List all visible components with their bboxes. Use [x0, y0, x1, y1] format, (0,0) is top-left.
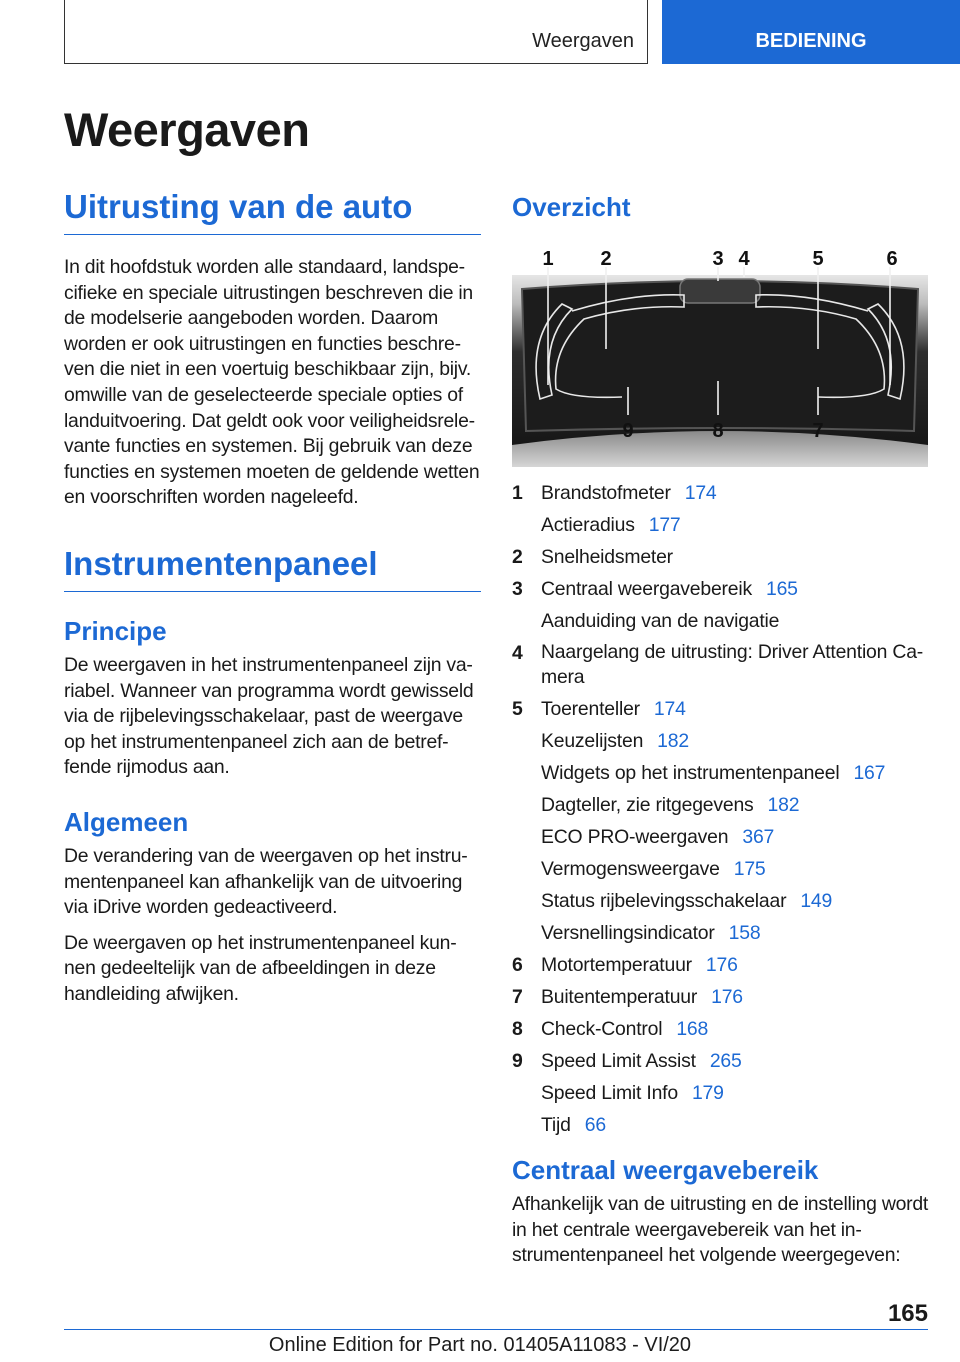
paragraph-principle: De weergaven in het instrumentenpaneel zijn variabel. Wanneer van programma wordt gewisseld via de rijbelevingsschakelaar, past de weergave op het instrumentenpaneel zich aan de betreffende rijmodus aan. [64, 653, 474, 779]
legend-number [512, 509, 541, 541]
page-number: 165 [887, 1300, 928, 1327]
legend-item [512, 885, 928, 917]
legend-item [512, 949, 928, 981]
legend-label: Toerenteller [541, 698, 640, 720]
legend-number: 3 [512, 578, 523, 600]
legend-label: Brandstofmeter [541, 482, 671, 504]
legend-text [541, 885, 928, 917]
page-reference-link[interactable]: 175 [733, 858, 766, 880]
legend-text [541, 981, 928, 1013]
heading-overview: Overzicht [512, 192, 631, 222]
legend-number: 6 [512, 954, 523, 976]
legend-text [541, 949, 928, 981]
heading-instrument-panel: Instrumentenpaneel [64, 545, 481, 592]
legend-text [541, 757, 928, 789]
figure-label-6: 6 [886, 249, 898, 270]
legend-item [512, 789, 928, 821]
paragraph-equipment: In dit hoofdstuk worden alle standaard, landspecifieke en speciale uitrustingen beschreven die in de modelserie aangeboden worden. Daarom worden er ook uitrustingen en functies beschreven die niet in een voertuig beschikbaar zijn, bijv. omwille van de geselecteerde speciale opties of landuitvoering. Dat geldt ook voor veiligheidsrelevante functies en systemen. Bij gebruik van deze functies en systemen moeten de geldende wetten en voorschriften worden nageleefd. [64, 256, 480, 509]
header-chapter-tab[interactable]: BEDIENING [662, 0, 960, 64]
page-reference-link[interactable]: 176 [711, 986, 743, 1008]
legend-number [512, 821, 541, 853]
figure-label-5: 5 [812, 249, 824, 270]
page-reference-link[interactable]: 158 [728, 922, 761, 944]
legend-label: ECO PRO-weergaven [541, 826, 729, 848]
legend-item [512, 605, 928, 637]
legend-item [512, 917, 928, 949]
legend-text [541, 1045, 928, 1077]
legend-text [541, 541, 928, 573]
legend-text [541, 1013, 928, 1045]
legend-text [541, 637, 928, 693]
legend-label: Aanduiding van de navigatie [541, 610, 780, 632]
page-reference-link[interactable]: 367 [742, 826, 775, 848]
legend-number: 8 [512, 1018, 523, 1040]
page-title: Weergaven [64, 103, 310, 156]
legend-item [512, 821, 928, 853]
legend-label: Motortemperatuur [541, 954, 692, 976]
paragraph-general-1: De verandering van de weergaven op het instrumentenpaneel kan afhankelijk van de uitvoering via iDrive worden gedeactiveerd. [64, 844, 468, 919]
legend-label: Buitentemperatuur [541, 986, 698, 1008]
legend-text [541, 573, 928, 605]
legend-label: Versnellingsindicator [541, 922, 715, 944]
legend-text [541, 605, 928, 637]
paragraph-central-display: Afhankelijk van de uitrusting en de instelling wordt in het centrale weergavebereik van het instrumentenpaneel het volgende weergegeven: [512, 1193, 928, 1267]
heading-equipment: Uitrusting van de auto [64, 188, 481, 235]
figure-label-8: 8 [712, 420, 724, 442]
legend-number: 7 [512, 986, 523, 1008]
legend-item [512, 541, 928, 573]
heading-central-display: Centraal weergavebereik [512, 1155, 819, 1185]
legend-label: Snelheidsmeter [541, 546, 673, 568]
legend-item [512, 981, 928, 1013]
page-reference-link[interactable]: 265 [709, 1050, 742, 1072]
legend-text [541, 1109, 928, 1141]
figure-label-3: 3 [712, 249, 724, 270]
page-reference-link[interactable]: 179 [691, 1082, 724, 1104]
page-reference-link[interactable]: 149 [800, 890, 833, 912]
page-reference-link[interactable]: 182 [767, 794, 800, 816]
heading-general: Algemeen [64, 806, 189, 837]
legend-item [512, 1045, 928, 1077]
legend-number [512, 725, 541, 757]
legend-number [512, 885, 541, 917]
legend-text [541, 693, 928, 725]
page-reference-link[interactable]: 174 [653, 698, 686, 720]
legend-label: Speed Limit Assist [541, 1050, 696, 1072]
legend-text [541, 509, 928, 541]
legend-label: Check-Control [541, 1018, 663, 1040]
legend-label: Speed Limit Info [541, 1082, 678, 1104]
legend-number [512, 853, 541, 885]
legend-item [512, 1077, 928, 1109]
legend-number: 9 [512, 1050, 523, 1072]
legend-text [541, 789, 928, 821]
camera-housing [680, 279, 760, 303]
legend-label: Actieradius [541, 514, 635, 536]
page-reference-link[interactable]: 174 [684, 482, 717, 504]
legend-item [512, 1109, 928, 1141]
legend-number [512, 917, 541, 949]
figure-label-4: 4 [738, 249, 750, 270]
page-reference-link[interactable]: 168 [676, 1018, 709, 1040]
legend-number: 4 [512, 642, 523, 664]
legend-item [512, 477, 928, 509]
right-column [512, 188, 928, 1269]
legend-number: 1 [512, 482, 523, 504]
legend-item [512, 573, 928, 605]
page-reference-link[interactable]: 177 [648, 514, 681, 536]
legend-text [541, 821, 928, 853]
page-reference-link[interactable]: 176 [705, 954, 738, 976]
page-reference-link[interactable]: 182 [657, 730, 689, 752]
header-section-title: Weergaven [532, 30, 634, 52]
legend-number [512, 605, 541, 637]
legend-text [541, 477, 928, 509]
legend-number [512, 789, 541, 821]
legend-text [541, 853, 928, 885]
figure-label-9: 9 [622, 420, 634, 442]
figure-label-1: 1 [542, 249, 554, 270]
legend-text [541, 917, 928, 949]
legend-item [512, 637, 928, 693]
legend-number: 5 [512, 698, 523, 720]
legend-label: Tijd [541, 1114, 571, 1136]
legend-item [512, 757, 928, 789]
legend-item [512, 693, 928, 725]
page-reference-link[interactable]: 66 [584, 1114, 606, 1136]
legend-item [512, 509, 928, 541]
left-column [64, 188, 481, 1007]
legend-item [512, 853, 928, 885]
legend-label: Keuzelijsten [541, 730, 644, 752]
footer-edition: Online Edition for Part no. 01405A11083 - VI/20 [268, 1334, 692, 1356]
legend-number [512, 757, 541, 789]
legend-label: Dagteller, zie ritgegevens [541, 794, 754, 816]
heading-principle: Principe [64, 615, 167, 646]
legend-label: Vermogensweergave [541, 858, 720, 880]
legend-text [541, 1077, 928, 1109]
page-reference-link[interactable]: 167 [853, 762, 886, 784]
instrument-panel-figure [512, 249, 928, 467]
legend-text [541, 725, 928, 757]
figure-label-2: 2 [600, 249, 612, 270]
legend-label: Centraal weergavebereik [541, 578, 752, 600]
legend-item [512, 1013, 928, 1045]
footer-divider [64, 1329, 928, 1330]
page-reference-link[interactable]: 165 [765, 578, 798, 600]
legend-label: Widgets op het instrumentenpaneel [541, 762, 840, 784]
legend-number [512, 1109, 541, 1141]
figure-label-7: 7 [812, 420, 824, 442]
legend-number: 2 [512, 546, 523, 568]
legend-number [512, 1077, 541, 1109]
legend-label: Status rijbelevingsschakelaar [541, 890, 787, 912]
paragraph-general-2: De weergaven op het instrumentenpaneel kunnen gedeeltelijk van de afbeeldingen in deze handleiding afwijken. [64, 931, 457, 1005]
legend-list [512, 477, 928, 1141]
legend-label: Naargelang de uitrusting: Driver Attention Camera [541, 641, 924, 688]
legend-item [512, 725, 928, 757]
